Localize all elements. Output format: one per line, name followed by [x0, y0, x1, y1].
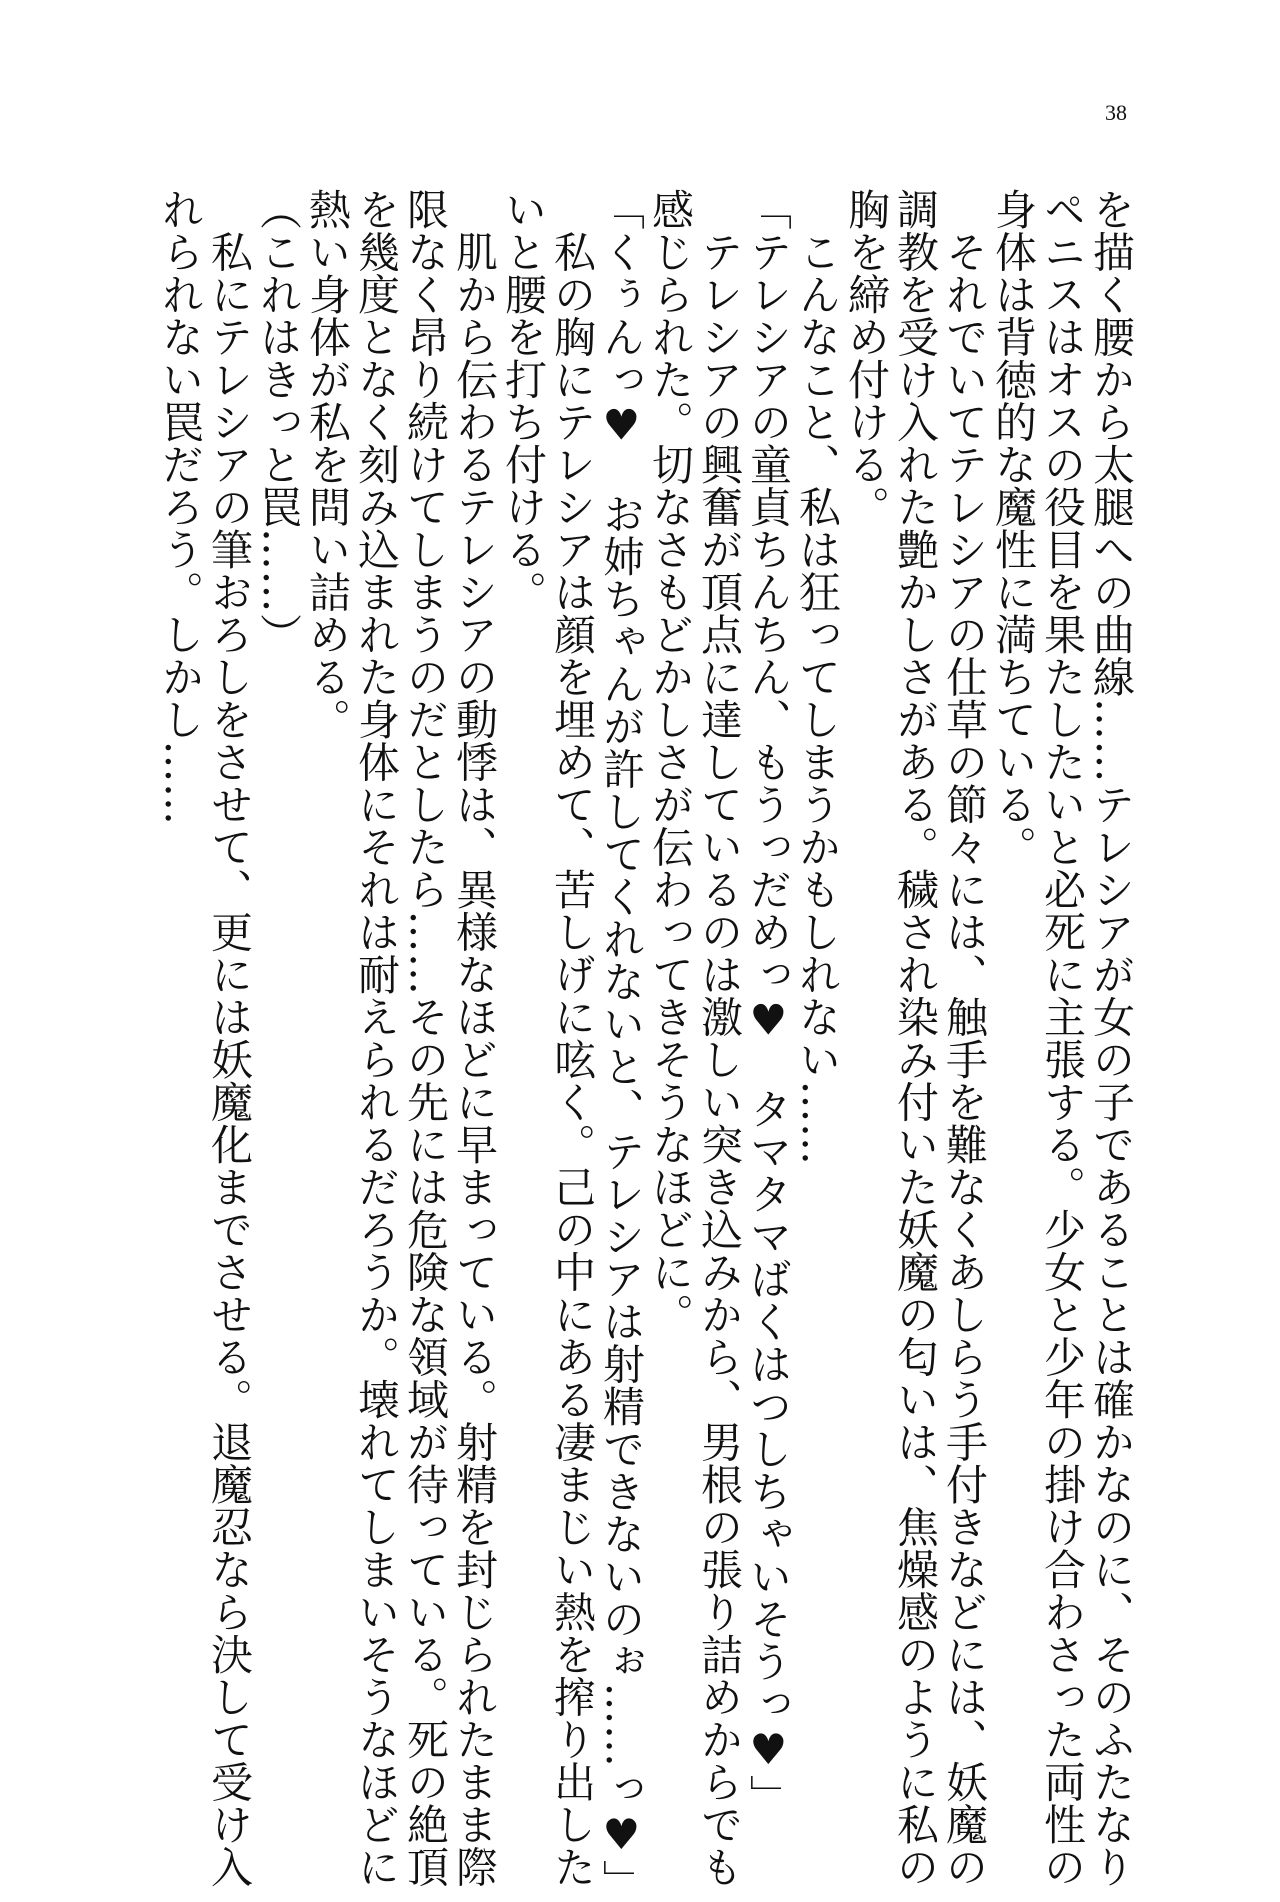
text-line: 私にテレシアの筆おろしをさせて、更には妖魔化までさせる。退魔忍なら決して受け入 — [205, 188, 254, 1888]
text-line: 熱い身体が私を問い詰める。 — [303, 188, 352, 741]
text-line: ペニスはオスの役目を果たしたいと必死に主張する。少女と少年の掛け合わさった両性の — [1038, 188, 1087, 1888]
text-line: 胸を締め付ける。 — [842, 188, 891, 528]
text-line: を幾度となく刻み込まれた身体にそれは耐えられるだろうか。壊れてしまいそうなほどに — [352, 188, 401, 1888]
text-line: それでいてテレシアの仕草の節々には、触手を難なくあしらう手付きなどには、妖魔の — [940, 188, 989, 1888]
text-line: 身体は背徳的な魔性に満ちている。 — [989, 188, 1038, 868]
text-line: 感じられた。切なさもどかしさが伝わってきそうなほどに。 — [646, 188, 695, 1336]
thought-line: （これはきっと罠……） — [254, 188, 303, 656]
dialogue-line: 「テレシアの童貞ちんちん、もうっだめっ♥ タマタマばくはつしちゃいそうっ♥」 — [744, 188, 793, 1817]
dialogue-line: 「くぅんっ♥ お姉ちゃんが許してくれないと、テレシアは射精できないのぉ……っ♥」 — [597, 188, 646, 1902]
text-line: 私の胸にテレシアは顔を埋めて、苦しげに呟く。己の中にある凄まじい熱を搾り出した — [548, 188, 597, 1888]
text-line: こんなこと、私は狂ってしまうかもしれない…… — [793, 188, 842, 1166]
text-line: テレシアの興奮が頂点に達しているのは激しい突き込みから、男根の張り詰めからでも — [695, 188, 744, 1888]
text-line: 調教を受け入れた艶かしさがある。穢され染み付いた妖魔の匂いは、焦燥感のように私の — [891, 188, 940, 1888]
text-line: 限なく昂り続けてしまうのだとしたら……その先には危険な領域が待っている。死の絶頂 — [401, 188, 450, 1888]
text-line: 肌から伝わるテレシアの動悸は、異様なほどに早まっている。射精を封じられたまま際 — [450, 188, 499, 1888]
vertical-body-text — [156, 188, 1136, 1902]
page-number: 38 — [1105, 100, 1127, 125]
text-line: れられない罠だろう。しかし…… — [156, 188, 205, 826]
text-line: いと腰を打ち付ける。 — [499, 188, 548, 613]
text-line: を描く腰から太腿への曲線……テレシアが女の子であることは確かなのに、そのふたなり — [1087, 188, 1136, 1888]
